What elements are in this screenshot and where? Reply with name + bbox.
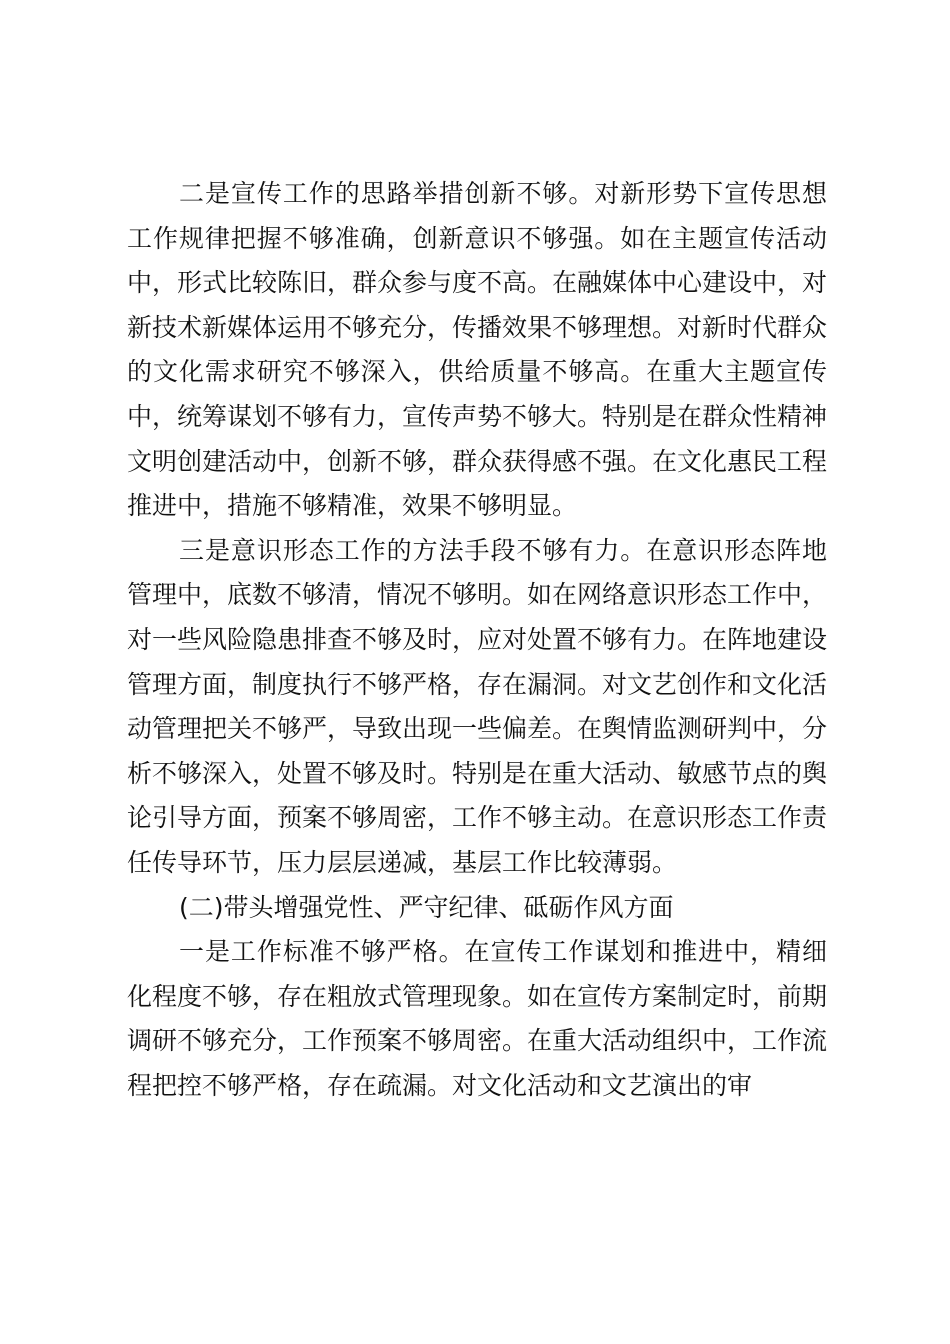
- paragraph-work-standards: 一是工作标准不够严格。在宣传工作谋划和推进中，精细化程度不够，存在粗放式管理现象。如在宣传方案制定时，前期调研不够充分，工作预案不够周密。在重大活动组织中，工作流程把控不够严格，存在疏漏。对文化活动和文艺演出的审: [127, 937, 828, 1100]
- section-heading: (二)带头增强党性、严守纪律、砥砺作风方面: [179, 892, 674, 922]
- paragraph-ideology-methods: 三是意识形态工作的方法手段不够有力。在意识形态阵地管理中，底数不够清，情况不够明。如在网络意识形态工作中，对一些风险隐患排查不够及时，应对处置不够有力。在阵地建设管理方面，制度执行不够严格，存在漏洞。对文艺创作和文化活动管理把关不够严，导致出现一些偏差。在舆情监测研判中，分析不够深入，处置不够及时。特别是在重大活动、敏感节点的舆论引导方面，预案不够周密，工作不够主动。在意识形态工作责任传导环节，压力层层递减，基层工作比较薄弱。: [127, 535, 828, 877]
- document-body: [127, 172, 827, 1108]
- paragraph-propaganda-innovation: 二是宣传工作的思路举措创新不够。对新形势下宣传思想工作规律把握不够准确，创新意识不够强。如在主题宣传活动中，形式比较陈旧，群众参与度不高。在融媒体中心建设中，对新技术新媒体运用不够充分，传播效果不够理想。对新时代群众的文化需求研究不够深入，供给质量不够高。在重大主题宣传中，统筹谋划不够有力，宣传声势不够大。特别是在群众性精神文明创建活动中，创新不够，群众获得感不强。在文化惠民工程推进中，措施不够精准，效果不够明显。: [127, 179, 828, 521]
